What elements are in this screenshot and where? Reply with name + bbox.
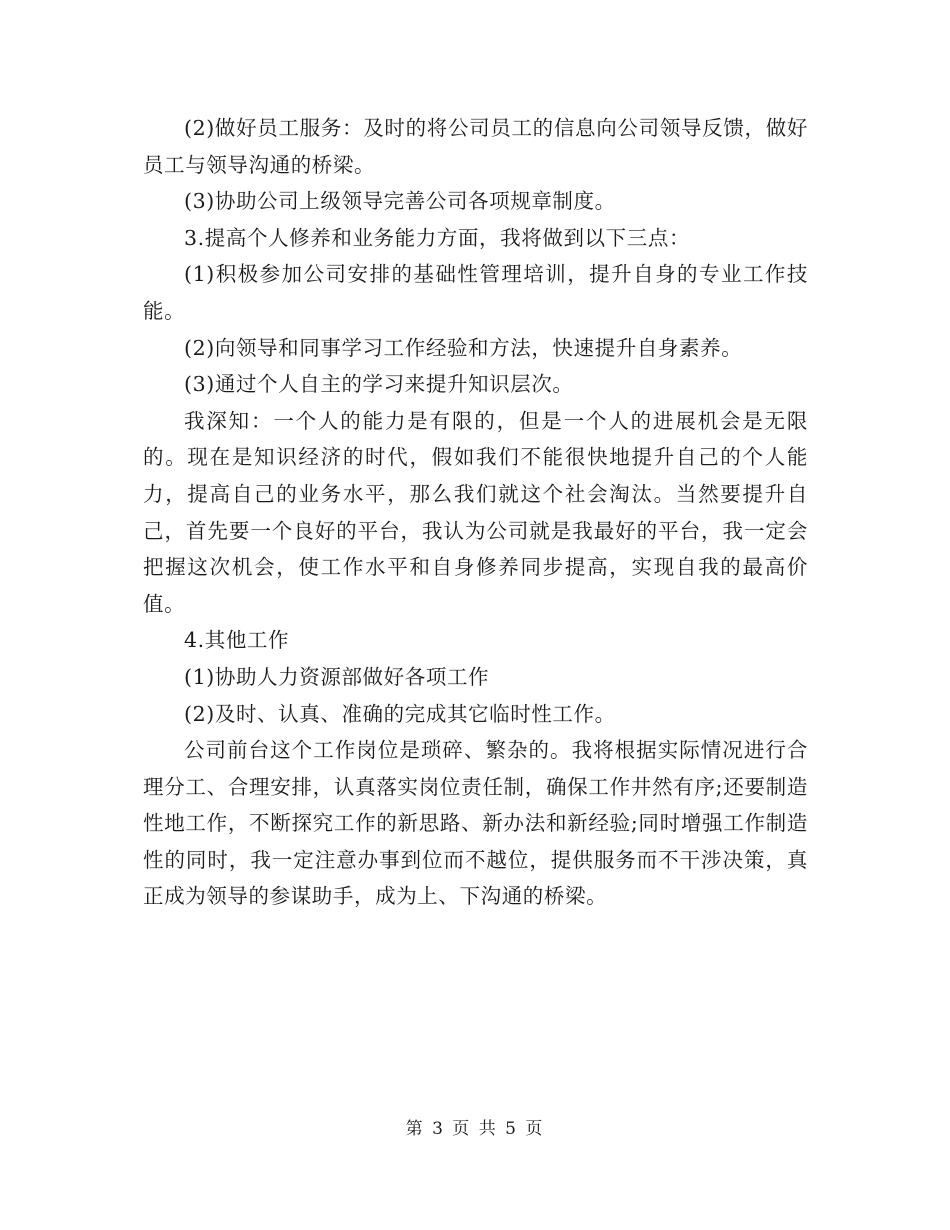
paragraph-learn-from-colleagues: (2)向领导和同事学习工作经验和方法，快速提升自身素养。	[184, 335, 743, 360]
paragraph-section-4-heading: 4.其他工作	[184, 628, 290, 653]
paragraph-employee-service: (2)做好员工服务：及时的将公司员工的信息向公司领导反馈，做好员工与领导沟通的桥梁。	[143, 116, 808, 177]
paragraph-assist-hr: (1)协助人力资源部做好各项工作	[184, 664, 490, 689]
paragraph-section-3-heading: 3.提高个人修养和业务能力方面，我将做到以下三点：	[184, 225, 691, 250]
document-body	[143, 110, 808, 915]
page-number-footer: 第 3 页 共 5 页	[405, 1119, 545, 1139]
paragraph-temporary-work: (2)及时、认真、准确的完成其它临时性工作。	[184, 701, 616, 726]
paragraph-conclusion: 公司前台这个工作岗位是琐碎、繁杂的。我将根据实际情况进行合理分工、合理安排，认真落实岗位责任制，确保工作井然有序;还要制造性地工作，不断探究工作的新思路、新办法和新经验;同时增强工作制造性的同时，我一定注意办事到位而不越位，提供服务而不干涉决策，真正成为领导的参谋助手，成为上、下沟通的桥梁。	[143, 738, 808, 909]
paragraph-reflection: 我深知：一个人的能力是有限的，但是一个人的进展机会是无限的。现在是知识经济的时代，假如我们不能很快地提升自己的个人能力，提高自己的业务水平，那么我们就这个社会淘汰。当然要提升自己，首先要一个良好的平台，我认为公司就是我最好的平台，我一定会把握这次机会，使工作水平和自身修养同步提高，实现自我的最高价值。	[143, 408, 808, 616]
paragraph-self-study: (3)通过个人自主的学习来提升知识层次。	[184, 372, 574, 397]
paragraph-training: (1)积极参加公司安排的基础性管理培训，提升自身的专业工作技能。	[143, 262, 808, 323]
paragraph-rules: (3)协助公司上级领导完善公司各项规章制度。	[184, 189, 616, 214]
